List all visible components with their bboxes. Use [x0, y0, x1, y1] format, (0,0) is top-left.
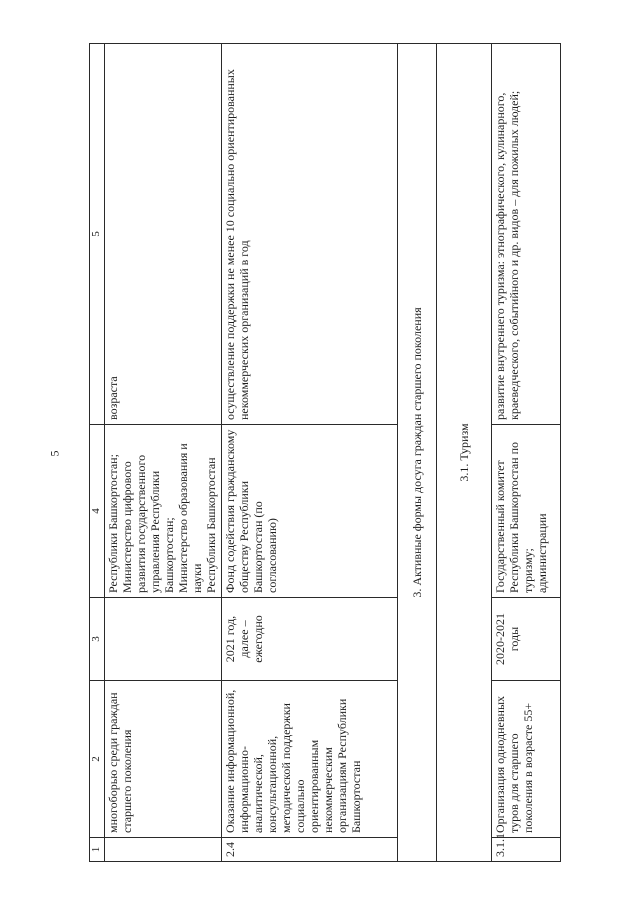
period-cell — [105, 598, 222, 681]
col-number-2: 2 — [90, 681, 105, 838]
event-cell: Оказание информационной, информационно-аналитической, консультационной, методической поддержки социально ориентированным некоммерческим организациям Республики Башкортостан — [222, 681, 398, 838]
item-number: 2.4 — [222, 838, 398, 862]
col-number-4: 4 — [90, 425, 105, 598]
item-number: 3.1.1 — [492, 838, 561, 862]
executors-cell: Государственный комитет Республики Башкортостан по туризму; администрации — [492, 425, 561, 598]
subsection-heading-row — [437, 44, 492, 862]
subsection-heading: 3.1. Туризм — [437, 44, 492, 862]
result-cell: развитие внутреннего туризма: этнографического, кулинарного, краеведческого, событийного и др. видов – для пожилых людей; — [492, 44, 561, 425]
executors-cell: Республики Башкортостан; Министерство цифрового развития государственного управления Республики Башкортостан; Министерство образования и науки Республики Башкортостан — [105, 425, 222, 598]
section-heading-row — [398, 44, 437, 862]
period-cell: 2020-2021 годы — [492, 598, 561, 681]
col-number-3: 3 — [90, 598, 105, 681]
table-row-3-1-1 — [492, 44, 561, 862]
page-number: 5 — [47, 450, 62, 457]
table-row-2-4 — [222, 44, 398, 862]
col-number-1: 1 — [90, 838, 105, 862]
event-cell: Организация однодневных туров для старшего поколения в возрасте 55+ — [492, 681, 561, 838]
period-cell: 2021 год, далее – ежегодно — [222, 598, 398, 681]
result-cell: возраста — [105, 44, 222, 425]
section-heading: 3. Активные формы досуга граждан старшего поколения — [398, 44, 437, 862]
table-row-continuation — [105, 44, 222, 862]
executors-cell: Фонд содействия гражданскому обществу Республики Башкортостан (по согласованию) — [222, 425, 398, 598]
item-number — [105, 838, 222, 862]
result-cell: осуществление поддержки не менее 10 социально ориентированных некоммерческих организаций в год — [222, 44, 398, 425]
event-cell: многоборью среди граждан старшего поколения — [105, 681, 222, 838]
column-number-row — [90, 44, 105, 862]
rotated-table-frame — [89, 44, 614, 862]
plan-table — [89, 43, 561, 862]
col-number-5: 5 — [90, 44, 105, 425]
rotated-page — [89, 44, 614, 862]
